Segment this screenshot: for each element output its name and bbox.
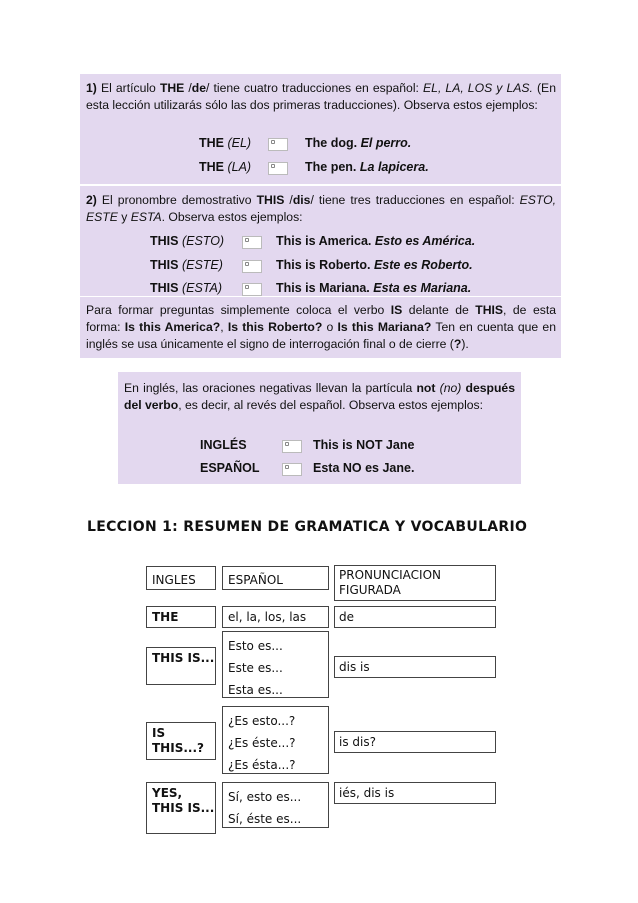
text: o [322,320,338,334]
question: Is this Roberto? [227,320,323,334]
this-word: THIS [256,193,285,207]
row4-es [222,782,329,828]
paren: (ESTE) [178,258,223,272]
row1-es [222,606,329,628]
es-line: Esto es... [228,639,283,653]
header-espanol: ESPAÑOL [222,566,329,590]
row3-es [222,706,329,774]
es-line: ¿Es éste...? [228,736,296,750]
section1-number: 1) [86,81,97,95]
text: y [117,210,131,224]
pron-de: de [191,81,207,95]
row3-en: IS THIS...? [146,722,216,760]
text: Ten en cuenta que en inglés se usa únicamente el signo de interrogación final o de cierre ( [86,320,556,351]
example-translation [276,258,473,272]
text: , de esta forma: [86,303,556,334]
es-line: Este es... [228,661,283,675]
checkbox-icon[interactable] [268,138,288,151]
row4-en: YES, THIS IS... [146,782,216,834]
es-line: ¿Es esto...? [228,714,296,728]
row2-en: THIS IS... [146,647,216,685]
not-word: not [416,381,436,395]
text: / [184,81,192,95]
checkbox-icon[interactable] [242,260,262,273]
paren: (EL) [224,136,252,150]
row1-pron: de [334,606,496,628]
example-word [150,234,224,248]
en: The dog. [305,136,358,150]
example-translation [276,281,471,295]
pronoun-esta: ESTA [130,210,162,224]
example-label: ESPAÑOL [200,461,260,475]
text: / tiene cuatro traducciones en español: [206,81,424,95]
is-word: IS [390,303,403,317]
checkbox-icon[interactable] [268,162,288,175]
row2-pron: dis is [334,656,496,678]
pron-dis: dis [292,193,311,207]
example-text: Esta NO es Jane. [313,461,415,475]
paren: (ESTO) [178,234,225,248]
example-word [150,258,223,272]
pronoun-list: ESTO, ESTE [86,193,556,224]
word: THE [199,136,224,150]
en: This is Roberto. [276,258,371,272]
word: THE [199,160,224,174]
es: La lapicera. [359,160,429,174]
example-translation [276,234,475,248]
example-label: INGLÉS [200,438,247,452]
text: ). [461,337,469,351]
example-text: This is NOT Jane [313,438,415,452]
example-word [150,281,222,295]
es-line: Sí, esto es... [228,790,302,804]
row4-pron: iés, dis is [334,782,496,804]
text: Para formar preguntas simplemente coloca el verbo [86,303,391,317]
section3-text [124,380,515,414]
checkbox-icon[interactable] [242,283,262,296]
header-ingles: INGLES [146,566,216,590]
paren: (LA) [224,160,252,174]
question: Is this America? [124,320,221,334]
es: Esta es Mariana. [373,281,472,295]
text: / tiene tres traducciones en español: [310,193,520,207]
en: The pen. [305,160,357,174]
example-word [199,160,251,174]
example-word [199,136,251,150]
en: This is America. [276,234,372,248]
example-translation [305,136,411,150]
row1-en: THE [146,606,216,628]
word: THIS [150,234,179,248]
text: El artículo [96,81,160,95]
es-line: Sí, éste es... [228,812,302,826]
en: This is Mariana. [276,281,370,295]
text: En inglés, las oraciones negativas llevan la partícula [124,381,417,395]
paren: (ESTA) [178,281,223,295]
row2-es [222,631,329,698]
section1-text [86,80,556,114]
question-mark: ? [453,337,462,351]
word: THIS [150,258,179,272]
the-word: THE [159,81,185,95]
header-pronunciacion: PRONUNCIACION FIGURADA [334,565,496,601]
section2-number: 2) [86,193,97,207]
text: , [220,320,228,334]
after-verb: después del verbo [124,381,515,412]
row3-pron: is dis? [334,731,496,753]
article-list: EL, LA, LOS y LAS. [423,81,533,95]
checkbox-icon[interactable] [282,463,302,476]
text: , es decir, al revés del español. Observa estos ejemplos: [178,398,484,412]
es-line: Esta es... [228,683,283,697]
example-translation [305,160,429,174]
section2-text [86,192,556,226]
paren: (no) [435,381,462,395]
text: delante de [402,303,476,317]
checkbox-icon[interactable] [242,236,262,249]
text: (En esta lección utilizarás sólo las dos primeras traducciones). Observa estos ejemplos: [86,81,556,112]
es: El perro. [360,136,412,150]
es: Esto es América. [374,234,476,248]
text: El pronombre demostrativo [96,193,257,207]
es-line: el, la, los, las [228,610,307,624]
text: . Observa estos ejemplos: [161,210,303,224]
text: / [284,193,293,207]
checkbox-icon[interactable] [282,440,302,453]
es: Este es Roberto. [373,258,473,272]
es-line: ¿Es ésta...? [228,758,296,772]
question: Is this Mariana? [337,320,432,334]
word: THIS [150,281,179,295]
section2-questions [86,302,556,353]
lesson-title: LECCION 1: RESUMEN DE GRAMATICA Y VOCABULARIO [87,519,528,535]
divider [80,296,561,297]
this-word: THIS [475,303,504,317]
